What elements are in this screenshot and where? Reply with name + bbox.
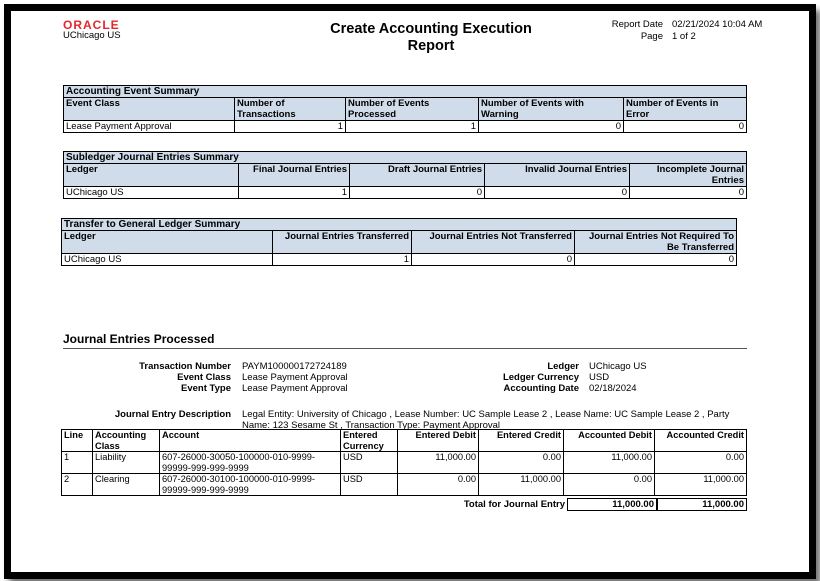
table-header-row xyxy=(62,231,737,254)
ledger-currency-label: Ledger Currency xyxy=(502,372,579,383)
table-cell: 1 xyxy=(273,254,412,266)
column-header: Entered Debit xyxy=(398,430,479,452)
table-cell: USD xyxy=(341,474,398,496)
transaction-number-label: Transaction Number xyxy=(139,361,231,372)
ledger-currency-value: USD xyxy=(589,372,610,383)
table-cell: 1 xyxy=(235,121,346,133)
accounting-event-summary-table xyxy=(63,85,747,133)
column-header: Incomplete Journal Entries xyxy=(630,164,747,187)
column-header: Entered Credit xyxy=(479,430,564,452)
accounting-date-label: Accounting Date xyxy=(503,383,579,394)
table-cell: Liability xyxy=(93,452,160,474)
total-credit: 11,000.00 xyxy=(657,498,747,511)
section-title: Journal Entries Processed xyxy=(63,332,215,346)
ledger-value: UChicago US xyxy=(589,361,647,372)
column-header: Journal Entries Transferred xyxy=(273,231,412,254)
total-label: Total for Journal Entry xyxy=(463,499,565,510)
event-class-label: Event Class xyxy=(177,372,231,383)
table-caption: Accounting Event Summary xyxy=(64,86,747,98)
subledger-summary-table xyxy=(63,151,747,199)
table-cell: 0 xyxy=(479,121,624,133)
page-value: 1 of 2 xyxy=(672,31,696,42)
ledger-label: Ledger xyxy=(547,361,579,372)
column-header: Invalid Journal Entries xyxy=(485,164,630,187)
table-cell: Lease Payment Approval xyxy=(64,121,235,133)
table-header-row xyxy=(62,430,747,452)
column-header: Entered Currency xyxy=(341,430,398,452)
column-header: Draft Journal Entries xyxy=(350,164,485,187)
column-header: Event Class xyxy=(64,98,235,121)
table-row xyxy=(62,474,747,496)
journal-entry-lines-table xyxy=(61,429,747,496)
oracle-logo: ORACLE xyxy=(63,18,120,32)
column-header: Accounted Debit xyxy=(564,430,655,452)
column-header: Final Journal Entries xyxy=(239,164,350,187)
event-type-label: Event Type xyxy=(181,383,231,394)
table-cell: UChicago US xyxy=(62,254,273,266)
transfer-summary-table xyxy=(61,218,737,266)
column-header: Ledger xyxy=(64,164,239,187)
table-cell: 1 xyxy=(239,187,350,199)
event-type-value: Lease Payment Approval xyxy=(242,383,348,394)
detail-labels-right xyxy=(471,361,579,394)
organization-name: UChicago US xyxy=(63,30,121,41)
table-row xyxy=(62,452,747,474)
table-cell: 1 xyxy=(62,452,93,474)
description-value: Legal Entity: University of Chicago , Lease Number: UC Sample Lease 2 , Lease Name: UC Sample Lease 2 , Party Name: 123 Sesame St , Transaction Type: Payment Approval xyxy=(242,409,730,431)
table-cell: 11,000.00 xyxy=(564,452,655,474)
column-header: Accounted Credit xyxy=(655,430,747,452)
column-header: Number of Events with Warning xyxy=(479,98,624,121)
table-cell: 2 xyxy=(62,474,93,496)
section-divider xyxy=(63,348,747,349)
table-cell: 607-26000-30100-100000-010-9999-99999-999-999-9999 xyxy=(160,474,341,496)
description-label: Journal Entry Description xyxy=(114,409,231,420)
column-header: Number of Transactions xyxy=(235,98,346,121)
detail-values-right xyxy=(589,361,647,394)
table-cell: 0 xyxy=(412,254,575,266)
table-cell: 0 xyxy=(350,187,485,199)
table-row xyxy=(62,254,737,266)
column-header: Account xyxy=(160,430,341,452)
table-header-row xyxy=(64,98,747,121)
report-date-value: 02/21/2024 10:04 AM xyxy=(672,19,763,30)
table-cell: 11,000.00 xyxy=(655,474,747,496)
total-debit: 11,000.00 xyxy=(567,498,657,511)
column-header: Number of Events in Error xyxy=(624,98,747,121)
accounting-date-value: 02/18/2024 xyxy=(589,383,637,394)
table-cell: 0 xyxy=(624,121,747,133)
table-row xyxy=(64,187,747,199)
table-cell: 0.00 xyxy=(655,452,747,474)
column-header: Line xyxy=(62,430,93,452)
column-header: Number of Events Processed xyxy=(346,98,479,121)
table-cell: 0.00 xyxy=(479,452,564,474)
event-class-value: Lease Payment Approval xyxy=(242,372,348,383)
column-header: Ledger xyxy=(62,231,273,254)
table-cell: UChicago US xyxy=(64,187,239,199)
table-cell: 11,000.00 xyxy=(398,452,479,474)
page-label: Page xyxy=(640,31,663,42)
column-header: Journal Entries Not Transferred xyxy=(412,231,575,254)
report-meta-values xyxy=(672,19,762,43)
report-frame xyxy=(4,4,816,579)
table-header-row xyxy=(64,164,747,187)
table-row xyxy=(64,121,747,133)
report-title: Create Accounting Execution Report xyxy=(330,21,532,54)
table-cell: 0.00 xyxy=(564,474,655,496)
detail-labels-left xyxy=(111,361,231,394)
detail-values-left xyxy=(242,361,348,394)
table-cell: 0 xyxy=(485,187,630,199)
report-page xyxy=(11,11,809,572)
report-meta-labels xyxy=(571,19,663,43)
table-cell: 0 xyxy=(630,187,747,199)
transaction-number-value: PAYM100000172724189 xyxy=(242,361,347,372)
table-cell: 0.00 xyxy=(398,474,479,496)
table-cell: USD xyxy=(341,452,398,474)
table-cell: 1 xyxy=(346,121,479,133)
table-cell: 0 xyxy=(575,254,737,266)
column-header: Journal Entries Not Required To Be Transferred xyxy=(575,231,737,254)
table-cell: Clearing xyxy=(93,474,160,496)
table-cell: 11,000.00 xyxy=(479,474,564,496)
table-cell: 607-26000-30050-100000-010-9999-99999-999-999-9999 xyxy=(160,452,341,474)
column-header: Accounting Class xyxy=(93,430,160,452)
table-caption: Transfer to General Ledger Summary xyxy=(62,219,737,231)
table-caption: Subledger Journal Entries Summary xyxy=(64,152,747,164)
report-date-label: Report Date xyxy=(611,19,663,30)
